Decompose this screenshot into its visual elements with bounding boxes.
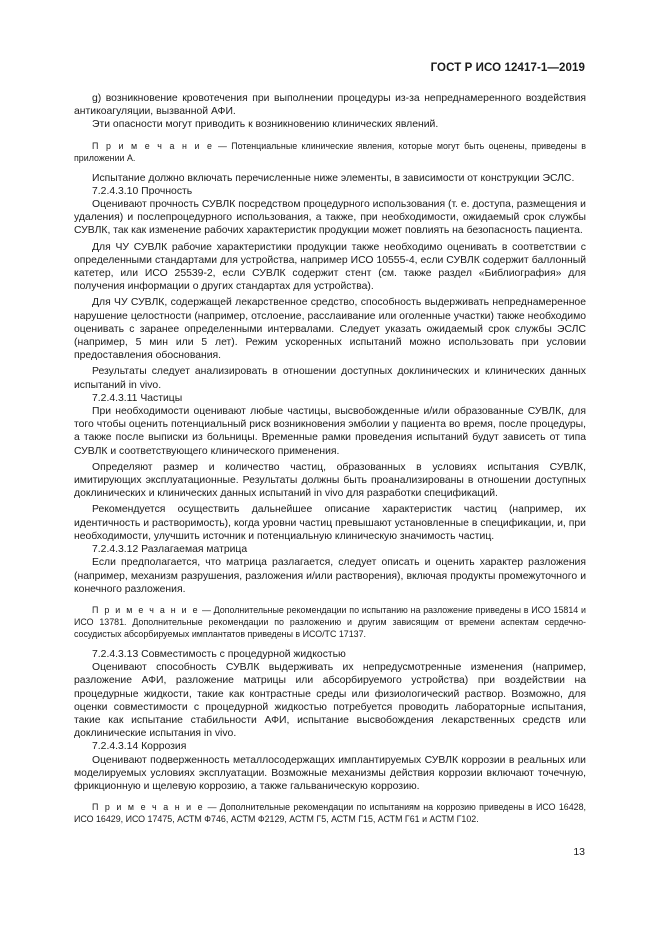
page-number: 13 [573, 846, 585, 858]
paragraph: Для ЧУ СУВЛК рабочие характеристики продукции также необходимо оценивать в соответствии с определенными стандартами для устройства, например ИСО 10555-4, если СУВЛК содержит баллонный катетер, или ИСО 25539-2, если СУВЛК содержит стент (см. также раздел «Библиография» для получения информации о других стандартах для устройства). [74, 241, 586, 293]
paragraph: Рекомендуется осуществить дальнейшее описание характеристик частиц (например, их идентичность и растворимость), когда уровни частиц превышают установленные в спецификации, и, при необходимости, улучшить источник и потенциальную клиническую значимость частиц. [74, 504, 586, 542]
paragraph: Оценивают подверженность металлосодержащих имплантируемых СУВЛК коррозии в реальных или моделируемых условиях эксплуатации. Возможные механизмы действия коррозии включают точечную, фрикционную и щелевую коррозию, а также гальваническую коррозию. [74, 754, 586, 792]
note-label: П р и м е ч а н и е [92, 802, 205, 813]
note-text: — Потенциальные клинические явления, которые могут быть оценены, приведены в приложении А. [74, 140, 586, 163]
note-label: П р и м е ч а н и е [92, 604, 200, 615]
section-heading: 7.2.4.3.10 Прочность [92, 185, 193, 197]
note-text: — Дополнительные рекомендации по испытанию на разложение приведены в ИСО 15814 и ИСО 13781. Дополнительные рекомендации по разложению и другим зависящим от времени аспектам сердечно-сосудистых абсорбируемых имплантатов приведены в ИСО/ТС 17137. [74, 604, 586, 639]
paragraph: Оценивают прочность СУВЛК посредством процедурного использования (т. е. доступа, размещения и удаления) и послепроцедурного использования, а также, при необходимости, ожидаемый срок службы СУВЛК, так как изменение рабочих характеристик продукции может повлиять на безопасность пациента. [74, 199, 586, 237]
paragraph: Оценивают способность СУВЛК выдерживать их непредусмотренные изменения (например, разложение АФИ, разложение матрицы или абсорбируемого устройства) при воздействии на процедурные жидкости, такие как контрастные среды или физиологический раствор. Возможно, для оценки совместимости с процедурной жидкостью потребуется проводить лабораторные испытания, такие как испытание стабильности АФИ, испытание высвобождения лекарственных средств или доклинические испытания in vivo. [74, 662, 586, 740]
section-heading: 7.2.4.3.11 Частицы [92, 392, 183, 404]
note [74, 604, 586, 640]
note-label: П р и м е ч а н и е [92, 140, 214, 151]
paragraph: При необходимости оценивают любые частицы, высвобожденные и/или образованные СУВЛК, для того чтобы оценить потенциальный риск возникновения эмболии у пациента во время, после процедуры, а также после выписки из больницы. Временные рамки проведения испытаний будут зависеть от типа СУВЛК и соответствующего клинического применения. [74, 406, 586, 457]
body-text [74, 92, 586, 833]
paragraph: Если предполагается, что матрица разлагается, следует описать и оценить характер разложения (например, механизм разрушения, разложения и/или растворения), включая продукты промежуточного и конечного разложения. [74, 557, 586, 595]
paragraph: Результаты следует анализировать в отношении доступных доклинических и клинических данных испытаний in vivo. [74, 366, 586, 391]
section-heading: 7.2.4.3.14 Коррозия [92, 741, 187, 753]
note-text: — Дополнительные рекомендации по испытаниям на коррозию приведены в ИСО 16428, ИСО 16429, ИСО 17475, АСТМ Ф746, АСТМ Ф2129, АСТМ Г5, АСТМ Г15, АСТМ Г61 и АСТМ Г102. [74, 802, 586, 825]
paragraph: Эти опасности могут приводить к возникновению клинических явлений. [92, 119, 439, 131]
paragraph: Испытание должно включать перечисленные ниже элементы, в зависимости от конструкции ЭСЛС. [92, 172, 575, 184]
note [74, 801, 586, 825]
note [74, 140, 586, 164]
section-heading: 7.2.4.3.12 Разлагаемая матрица [92, 544, 248, 556]
document-code: ГОСТ Р ИСО 12417-1—2019 [430, 62, 585, 74]
section-heading: 7.2.4.3.13 Совместимость с процедурной жидкостью [92, 648, 346, 660]
paragraph: Для ЧУ СУВЛК, содержащей лекарственное средство, способность выдерживать непреднамеренное нарушение целостности (например, отслоение, расслаивание или оголенные участки) также необходимо оценивать с заранее определенными интервалами. Следует указать ожидаемый срок службы ЭСЛС (например, 5 мин или 5 лет). Режим ускоренных испытаний можно использовать при условии предоставления обоснования. [74, 297, 586, 362]
paragraph: g) возникновение кровотечения при выполнении процедуры из-за непреднамеренного воздействия антикоагуляции, вызванной АФИ. [74, 93, 586, 118]
paragraph: Определяют размер и количество частиц, образованных в условиях испытания СУВЛК, имитирующих эксплуатационные. Результаты должны быть проанализированы в отношении доступных доклинических и клинических данных испытаний in vivo для разработки спецификаций. [74, 461, 586, 500]
